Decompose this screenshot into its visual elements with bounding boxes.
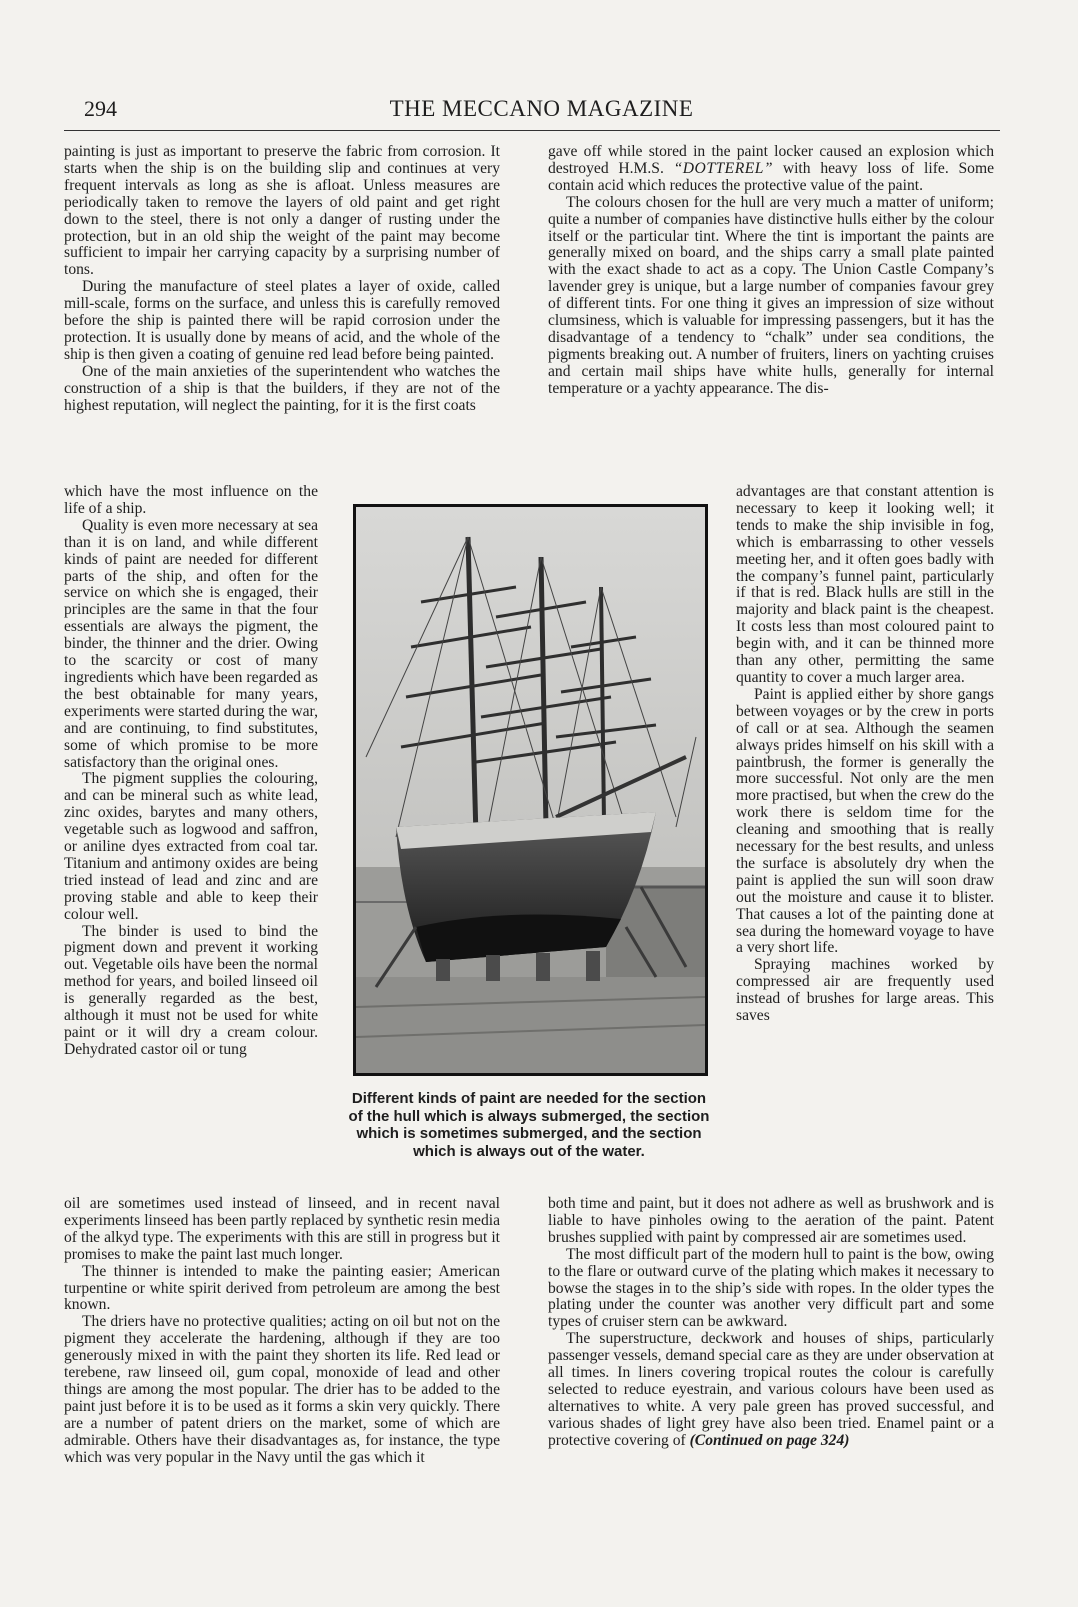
left-column-bottom bbox=[64, 1196, 500, 1467]
ship-name: “DOTTEREL” bbox=[673, 159, 774, 177]
left-column-narrow bbox=[64, 484, 318, 1059]
paragraph: both time and paint, but it does not adhere as well as brushwork and is liable to have pinholes owing to the aeration of the paint. Patent brushes supplied with paint by compressed air are sometimes used. bbox=[548, 1195, 994, 1246]
paragraph: One of the main anxieties of the superintendent who watches the construction of a ship is that the builders, if they are not of the highest reputation, will neglect the painting, for it is the first coats bbox=[64, 362, 500, 414]
page-header bbox=[84, 96, 999, 130]
paragraph: The pigment supplies the colouring, and can be mineral such as white lead, zinc oxides, barytes and many others, vegetable such as logwood and saffron, or aniline dyes extracted from coal tar. Titanium and antimony oxides are being tried instead of lead and zinc and are proving stable and able to keep their colour well. bbox=[64, 770, 318, 923]
paragraph: oil are sometimes used instead of linseed, and in recent naval experiments linseed has been partly replaced by synthetic resin media of the alkyd type. The experiments with this are still in progress but it promises to make the paint last much longer. bbox=[64, 1195, 500, 1263]
photo-caption: Different kinds of paint are needed for the section of the hull which is always submerged, the section which is sometimes submerged, and the section which is always out of the water. bbox=[348, 1090, 710, 1160]
paragraph: The binder is used to bind the pigment down and prevent it working out. Vegetable oils have been the normal method for years, and boiled linseed oil is generally regarded as the best, although it must not be used for white paint or it will dry a cream colour. Dehydrated castor oil or tung bbox=[64, 922, 318, 1058]
paragraph: gave off while stored in the paint locker caused an explosion which destroyed H.M.S. “DOTTEREL” with heavy loss of life. Some contain acid which reduces the protective value of the paint. bbox=[548, 143, 994, 194]
right-column-bottom bbox=[548, 1196, 994, 1450]
right-column-narrow bbox=[736, 484, 994, 1025]
paragraph: painting is just as important to preserve the fabric from corrosion. It starts when the ship is on the building slip and continues at very frequent intervals as long as she is afloat. Unless measures are periodically taken to remove the layers of old paint and get right down to the steel, there is not only a danger of rusting under the protection, but in an old ship the weight of the paint may become sufficient to impair her carrying capacity by a surprising number of tons. bbox=[64, 143, 500, 279]
paragraph: The driers have no protective qualities; acting on oil but not on the pigment they accelerate the hardening, although if they are too generously mixed in with the paint they shorten its life. Red lead or terebene, raw linseed oil, gum copal, monoxide of lead and other things are among the most popular. The drier has to be added to the paint just before it is to be used as it forms a skin very quickly. There are a number of patent driers on the market, some of which are admirable. Others have their disadvantages as, for instance, the type which was very popular in the Navy until the gas which it bbox=[64, 1313, 500, 1466]
paragraph: which have the most influence on the life of a ship. bbox=[64, 483, 318, 517]
magazine-title: THE MECCANO MAGAZINE bbox=[389, 96, 694, 121]
paragraph: The superstructure, deckwork and houses of ships, particularly passenger vessels, demand special care as they are under observation at all times. In liners covering tropical routes the colour is carefully selected to reduce eyestrain, and various colours have been used as alternatives to white. A very pale green has proved successful, and various shades of light grey have also been tried. Enamel paint or a protective covering of (Continued on page 324) bbox=[548, 1330, 994, 1449]
paragraph: Quality is even more necessary at sea than it is on land, and while different kinds of paint are needed for different parts of the ship, and often for the service on which she is engaged, their principles are the same in that the four essentials are always the pigment, the binder, the thinner and the drier. Owing to the scarcity or cost of many ingredients which have been regarded as the best obtainable for many years, experiments were started during the war, and are continuing, to find substitutes, some of which promise to be more satisfactory than the original ones. bbox=[64, 516, 318, 771]
paragraph: The colours chosen for the hull are very much a matter of uniform; quite a number of companies have distinctive hulls either by the colour itself or the particular tint. Where the tint is important the paints are generally mixed on board, and the ships carry a small plate painted with the exact shade to act as a copy. The Union Castle Company’s lavender grey is unique, but a large number of companies favour grey of different tints. For one thing it gives an impression of size without clumsiness, which is valuable for impressing passengers, but it has the disadvantage of a tendency to “chalk” under sea conditions, the pigments breaking out. A number of fruiters, liners on yachting cruises and certain mail ships have white hulls, generally for internal temperature or a yachty appearance. The dis- bbox=[548, 193, 994, 397]
page-number: 294 bbox=[84, 96, 117, 121]
paragraph: Spraying machines worked by compressed air are frequently used instead of brushes for large areas. This saves bbox=[736, 956, 994, 1025]
right-column-top bbox=[548, 144, 994, 398]
continued-note: (Continued on page 324) bbox=[689, 1431, 850, 1449]
header-rule bbox=[64, 130, 1000, 131]
paragraph: The most difficult part of the modern hull to paint is the bow, owing to the flare or outward curve of the plating which makes it necessary to bowse the stages in to the ship’s side with ropes. In the older types the plating under the counter was another very difficult part and some types of cruiser stern can be awkward. bbox=[548, 1245, 994, 1331]
sailing-ship-drydock-image bbox=[356, 507, 705, 1073]
paragraph: advantages are that constant attention is necessary to keep it looking well; it tends to make the ship invisible in fog, which is embarrassing to other vessels meeting her, and it often goes badly with the company’s funnel paint, particularly if that is red. Black hulls are still in the majority and black paint is the cheapest. It costs less than most coloured paint to begin with, and it can be thinned more than any other, permitting the same quantity to cover a much larger area. bbox=[736, 483, 994, 686]
paragraph: During the manufacture of steel plates a layer of oxide, called mill-scale, forms on the surface, and unless this is carefully removed before the ship is painted there will be rapid corrosion under the protection. It is usually done by means of acid, and the whole of the ship is then given a coating of genuine red lead before being painted. bbox=[64, 278, 500, 363]
ship-photo bbox=[353, 504, 708, 1076]
paragraph: Paint is applied either by shore gangs between voyages or by the crew in ports of call or at sea. Although the seamen always prides himself on his skill with a paintbrush, the former is generally the more successful. Not only are the men more practised, but when the crew do the work there is seldom time for the cleaning and smoothing that is really necessary for the best results, and unless the surface is absolutely dry when the paint is applied the sun will soon draw out the moisture and cause it to blister. That causes a lot of the painting done at sea during the homeward voyage to have a very short life. bbox=[736, 685, 994, 957]
paragraph: The thinner is intended to make the painting easier; American turpentine or white spirit derived from petroleum are among the best known. bbox=[64, 1262, 500, 1314]
left-column-top bbox=[64, 144, 500, 415]
